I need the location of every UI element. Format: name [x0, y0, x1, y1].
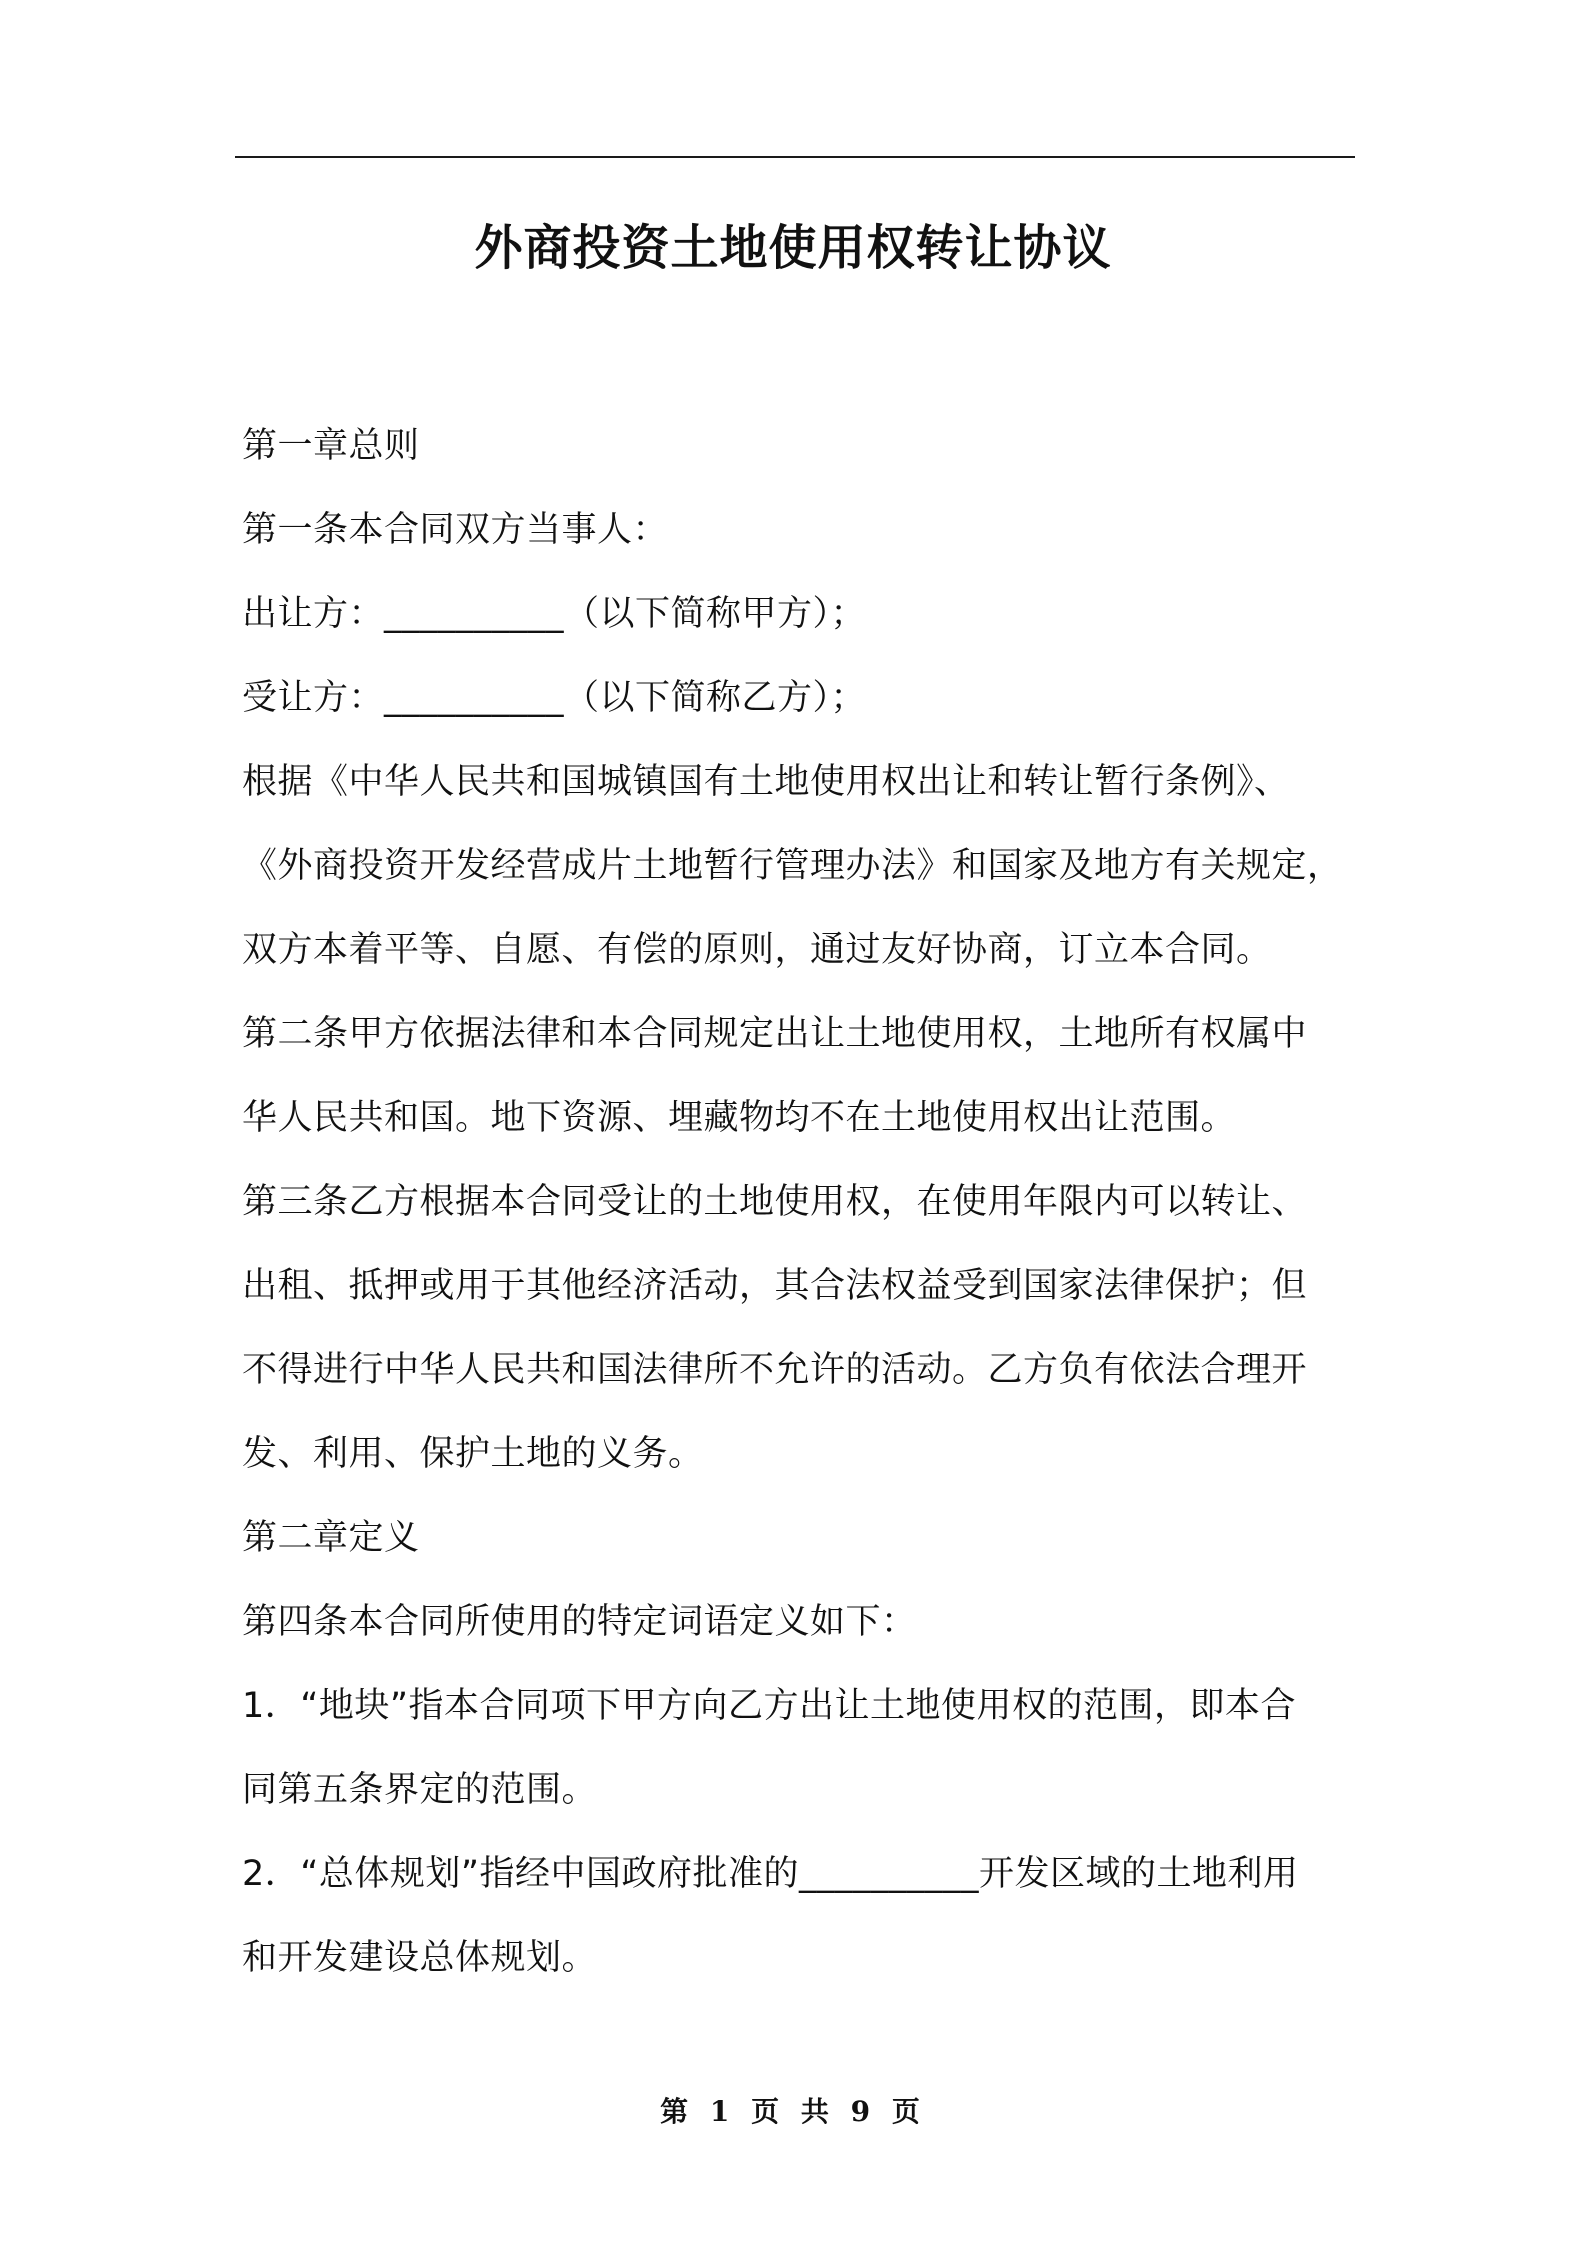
- article-3-line: 第三条乙方根据本合同受让的土地使用权，在使用年限内可以转让、: [242, 1182, 1308, 1222]
- basis-paragraph-line: 双方本着平等、自愿、有偿的原则，通过友好协商，订立本合同。: [242, 930, 1272, 970]
- chapter-heading-definitions: 第二章定义: [242, 1518, 420, 1558]
- article-3-line: 发、利用、保护土地的义务。: [242, 1434, 704, 1474]
- document-title: 外商投资土地使用权转让协议: [474, 220, 1112, 276]
- definition-2-line: 2．“总体规划”指经中国政府批准的__________开发区域的土地利用: [242, 1854, 1299, 1894]
- transferor-line: 出让方：__________（以下简称甲方）；: [242, 594, 867, 634]
- basis-paragraph-line: 根据《中华人民共和国城镇国有土地使用权出让和转让暂行条例》、: [242, 762, 1290, 802]
- page-number: 第 1 页 共 9 页: [660, 2095, 926, 2128]
- header-rule: [235, 156, 1355, 158]
- article-3-line: 不得进行中华人民共和国法律所不允许的活动。乙方负有依法合理开: [242, 1350, 1308, 1390]
- transferee-line: 受让方：__________（以下简称乙方）；: [242, 678, 867, 718]
- chapter-heading-general: 第一章总则: [242, 426, 420, 466]
- definition-1-line: 1．“地块”指本合同项下甲方向乙方出让土地使用权的范围，即本合: [242, 1686, 1297, 1726]
- article-2-line: 第二条甲方依据法律和本合同规定出让土地使用权，土地所有权属中: [242, 1014, 1308, 1054]
- article-3-line: 出租、抵押或用于其他经济活动，其合法权益受到国家法律保护；但: [242, 1266, 1308, 1306]
- basis-paragraph-line: 《外商投资开发经营成片土地暂行管理办法》和国家及地方有关规定，: [242, 846, 1343, 886]
- document-body: [242, 404, 1362, 2000]
- article-4-line: 第四条本合同所使用的特定词语定义如下：: [242, 1602, 917, 1642]
- definition-2-line: 和开发建设总体规划。: [242, 1938, 598, 1978]
- definition-1-line: 同第五条界定的范围。: [242, 1770, 598, 1810]
- article-2-line: 华人民共和国。地下资源、埋藏物均不在土地使用权出让范围。: [242, 1098, 1237, 1138]
- article-1-parties: 第一条本合同双方当事人：: [242, 510, 669, 550]
